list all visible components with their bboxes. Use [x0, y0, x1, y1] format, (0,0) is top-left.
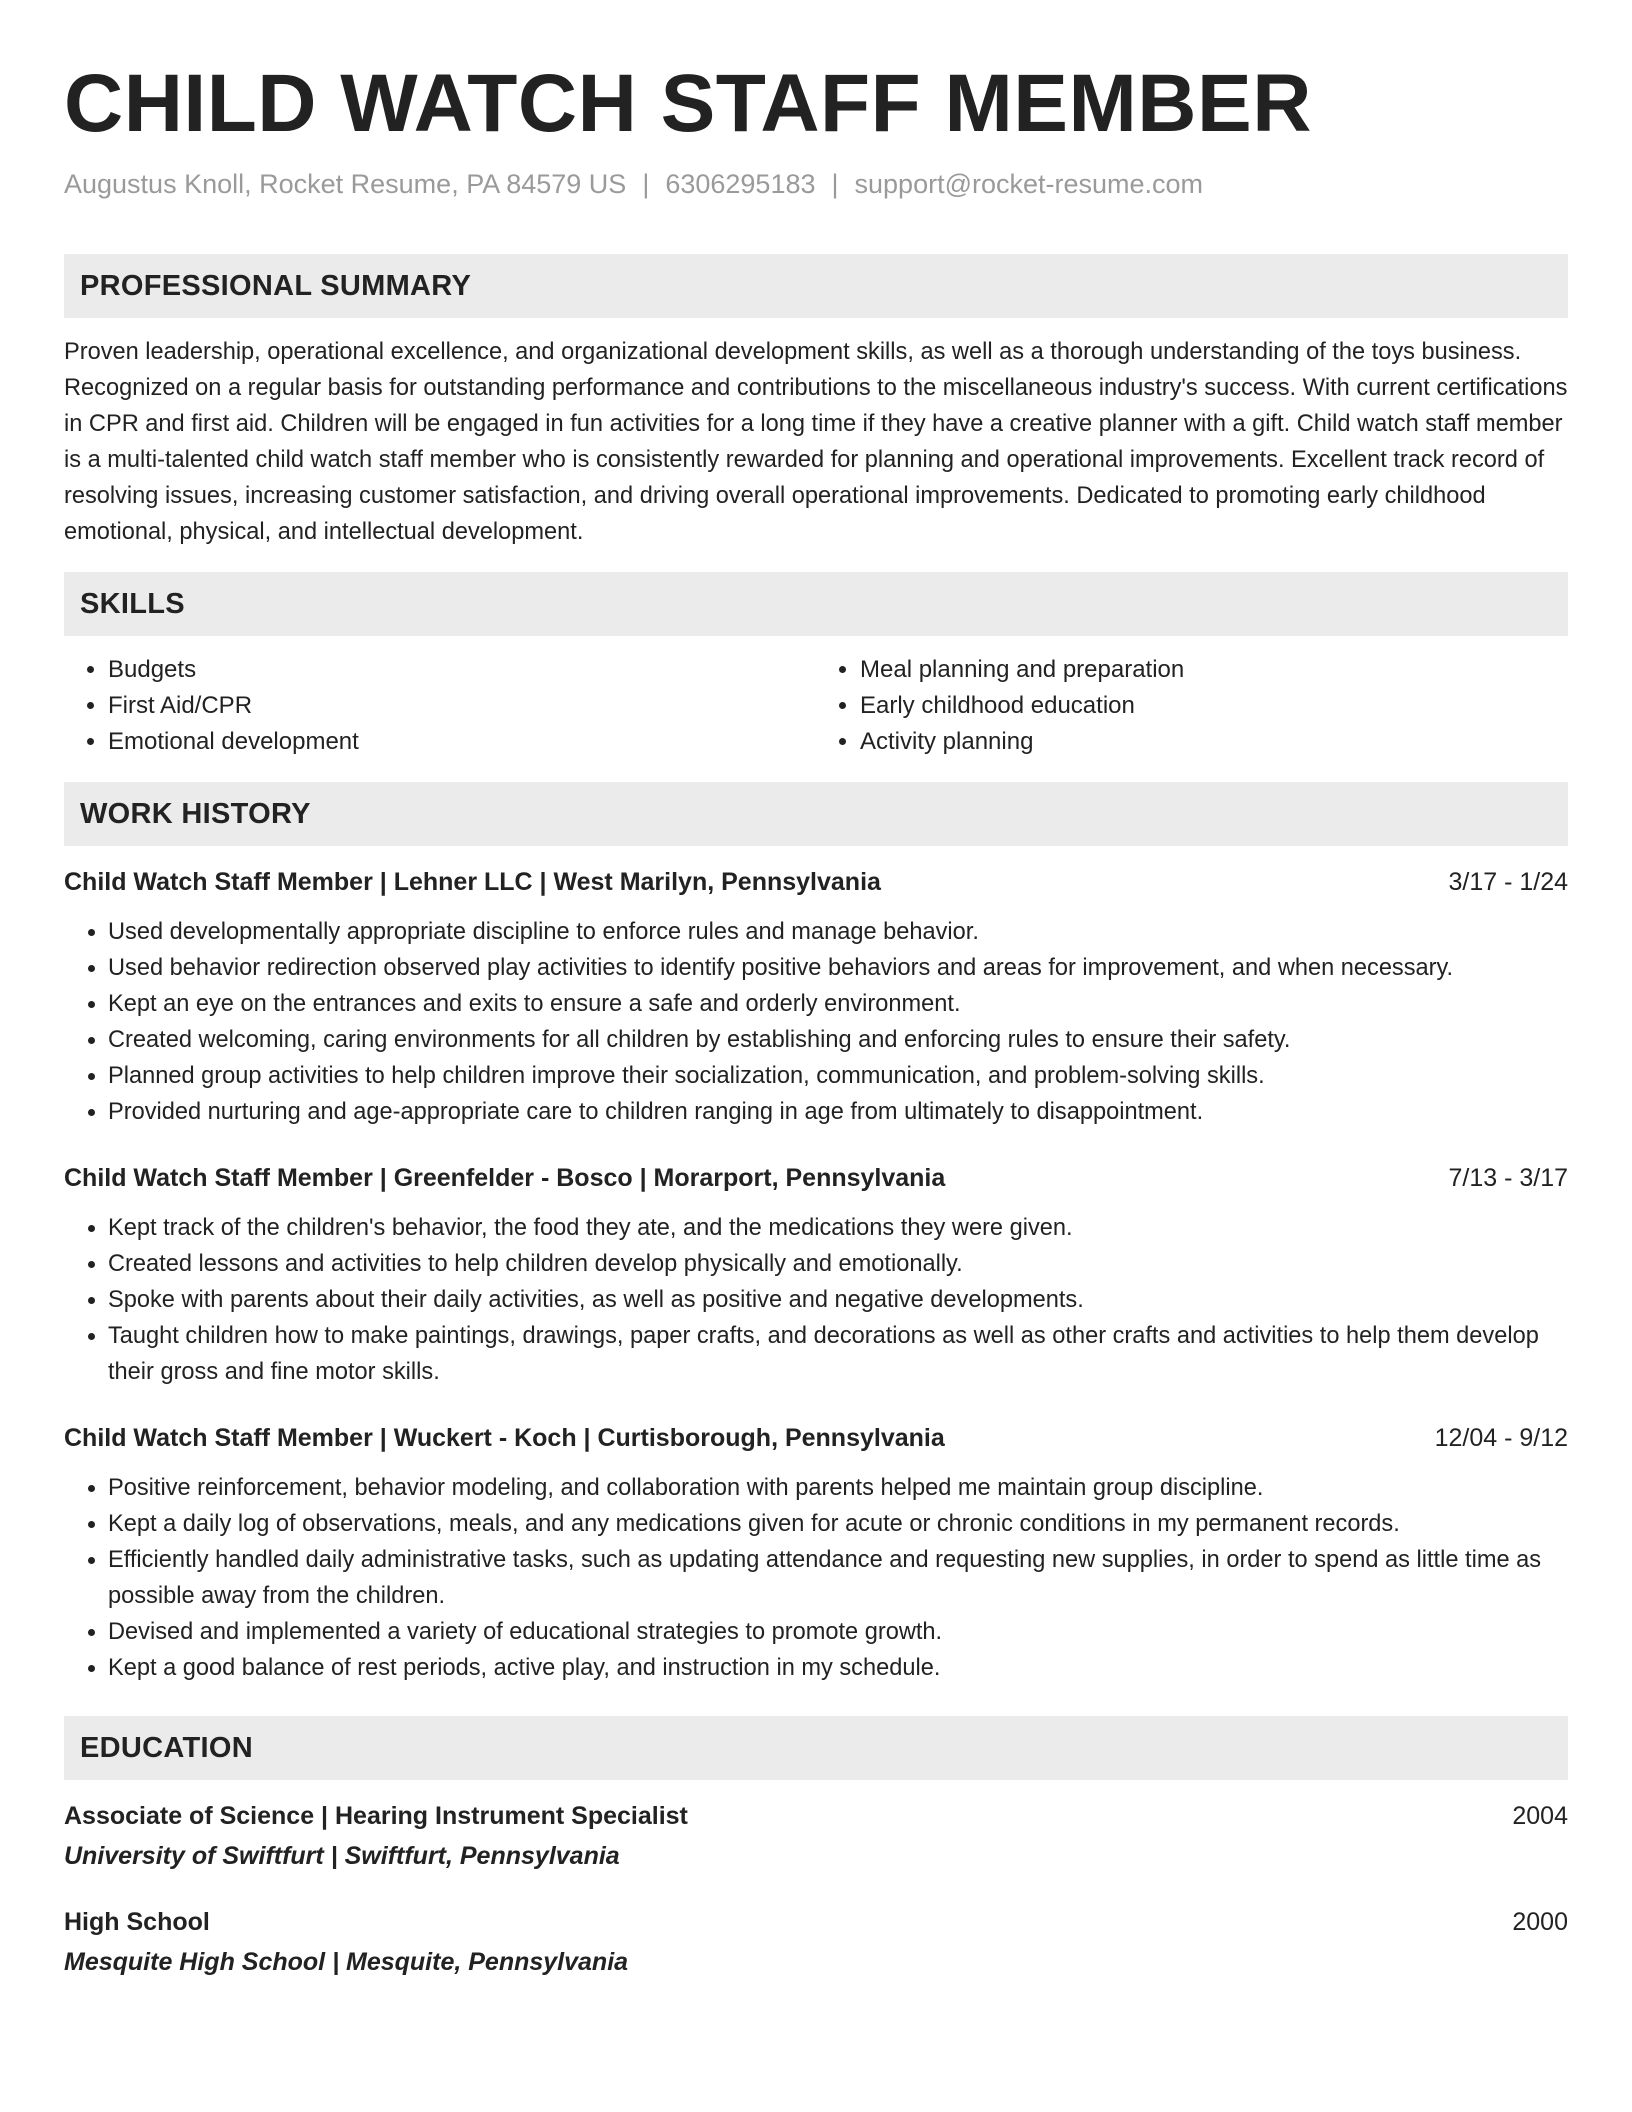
education-year: 2000 [1512, 1908, 1568, 1936]
skill-item: • Emotional development [108, 724, 816, 760]
contact-phone: 6306295183 [665, 169, 816, 199]
job-entry [64, 864, 1568, 1130]
skills-list [64, 652, 1568, 760]
skills-column-left [64, 652, 816, 760]
education-header [64, 1798, 1568, 1834]
education-school: University of Swiftfurt | Swiftfurt, Pennsylvania [64, 1842, 620, 1870]
resume-title: CHILD WATCH STAFF MEMBER [64, 58, 1312, 149]
job-bullet: • Positive reinforcement, behavior modeling, and collaboration with parents helped me maintain group discipline. [108, 1470, 1568, 1506]
section-heading-skills: SKILLS [64, 572, 1568, 636]
skill-item: • Budgets [108, 652, 816, 688]
job-bullet: • Kept an eye on the entrances and exits to ensure a safe and orderly environment. [108, 986, 1568, 1022]
job-bullet: • Created welcoming, caring environments for all children by establishing and enforcing rules to ensure their safety. [108, 1022, 1568, 1058]
education-entry [64, 1904, 1568, 1980]
education-degree: Associate of Science | Hearing Instrument Specialist [64, 1802, 688, 1830]
job-title: Child Watch Staff Member | Greenfelder - Bosco | Morarport, Pennsylvania [64, 1164, 946, 1192]
job-header [64, 1160, 1568, 1196]
job-bullet: • Kept track of the children's behavior, the food they ate, and the medications they were given. [108, 1210, 1568, 1246]
job-bullet: • Spoke with parents about their daily activities, as well as positive and negative developments. [108, 1282, 1568, 1318]
job-header [64, 864, 1568, 900]
summary-text: Proven leadership, operational excellence, and organizational development skills, as well as a thorough understanding of the toys business. Recognized on a regular basis for outstanding performance and contributions to the miscellaneous industry's success. With current certifications in CPR and first aid. Children will be engaged in fun activities for a long time if they have a creative planner with a gift. Child watch staff member is a multi-talented child watch staff member who is consistently rewarded for planning and operational improvements. Excellent track record of resolving issues, increasing customer satisfaction, and driving overall operational improvements. Dedicated to promoting early childhood emotional, physical, and intellectual development. [64, 339, 1568, 545]
job-bullets [64, 1470, 1568, 1686]
job-dates: 7/13 - 3/17 [1448, 1164, 1568, 1192]
job-title: Child Watch Staff Member | Lehner LLC | West Marilyn, Pennsylvania [64, 868, 881, 896]
education-school: Mesquite High School | Mesquite, Pennsylvania [64, 1948, 629, 1976]
skill-item: • Activity planning [860, 724, 1568, 760]
job-entry [64, 1160, 1568, 1390]
job-bullets [64, 1210, 1568, 1390]
job-dates: 12/04 - 9/12 [1434, 1424, 1568, 1452]
contact-address: Augustus Knoll, Rocket Resume, PA 84579 US [64, 169, 627, 199]
job-bullet: • Provided nurturing and age-appropriate care to children ranging in age from ultimately to disappointment. [108, 1094, 1568, 1130]
skill-item: • Meal planning and preparation [860, 652, 1568, 688]
job-bullet: • Created lessons and activities to help children develop physically and emotionally. [108, 1246, 1568, 1282]
education-year: 2004 [1512, 1802, 1568, 1830]
job-title: Child Watch Staff Member | Wuckert - Koch | Curtisborough, Pennsylvania [64, 1424, 945, 1452]
education-header [64, 1904, 1568, 1940]
section-heading-summary: PROFESSIONAL SUMMARY [64, 254, 1568, 318]
job-bullet: • Kept a daily log of observations, meals, and any medications given for acute or chronic conditions in my permanent records. [108, 1506, 1568, 1542]
skills-column-right [816, 652, 1568, 760]
contact-line [64, 164, 1568, 204]
job-bullets [64, 914, 1568, 1130]
job-entry [64, 1420, 1568, 1686]
section-heading-work-history: WORK HISTORY [64, 782, 1568, 846]
job-header [64, 1420, 1568, 1456]
contact-separator: | [831, 169, 839, 199]
education-entry [64, 1798, 1568, 1874]
job-bullet: • Planned group activities to help children improve their socialization, communication, and problem-solving skills. [108, 1058, 1568, 1094]
job-bullet: • Used behavior redirection observed play activities to identify positive behaviors and areas for improvement, and when necessary. [108, 950, 1568, 986]
job-dates: 3/17 - 1/24 [1448, 868, 1568, 896]
job-bullet: • Efficiently handled daily administrative tasks, such as updating attendance and requesting new supplies, in order to spend as little time as possible away from the children. [108, 1542, 1568, 1614]
contact-email: support@rocket-resume.com [854, 169, 1204, 199]
contact-separator: | [642, 169, 650, 199]
education-degree: High School [64, 1908, 210, 1936]
skill-item: • First Aid/CPR [108, 688, 816, 724]
job-bullet: • Taught children how to make paintings, drawings, paper crafts, and decorations as well as other crafts and activities to help them develop their gross and fine motor skills. [108, 1318, 1568, 1390]
job-bullet: • Devised and implemented a variety of educational strategies to promote growth. [108, 1614, 1568, 1650]
section-heading-education: EDUCATION [64, 1716, 1568, 1780]
skill-item: • Early childhood education [860, 688, 1568, 724]
job-bullet: • Kept a good balance of rest periods, active play, and instruction in my schedule. [108, 1650, 1568, 1686]
job-bullet: • Used developmentally appropriate discipline to enforce rules and manage behavior. [108, 914, 1568, 950]
